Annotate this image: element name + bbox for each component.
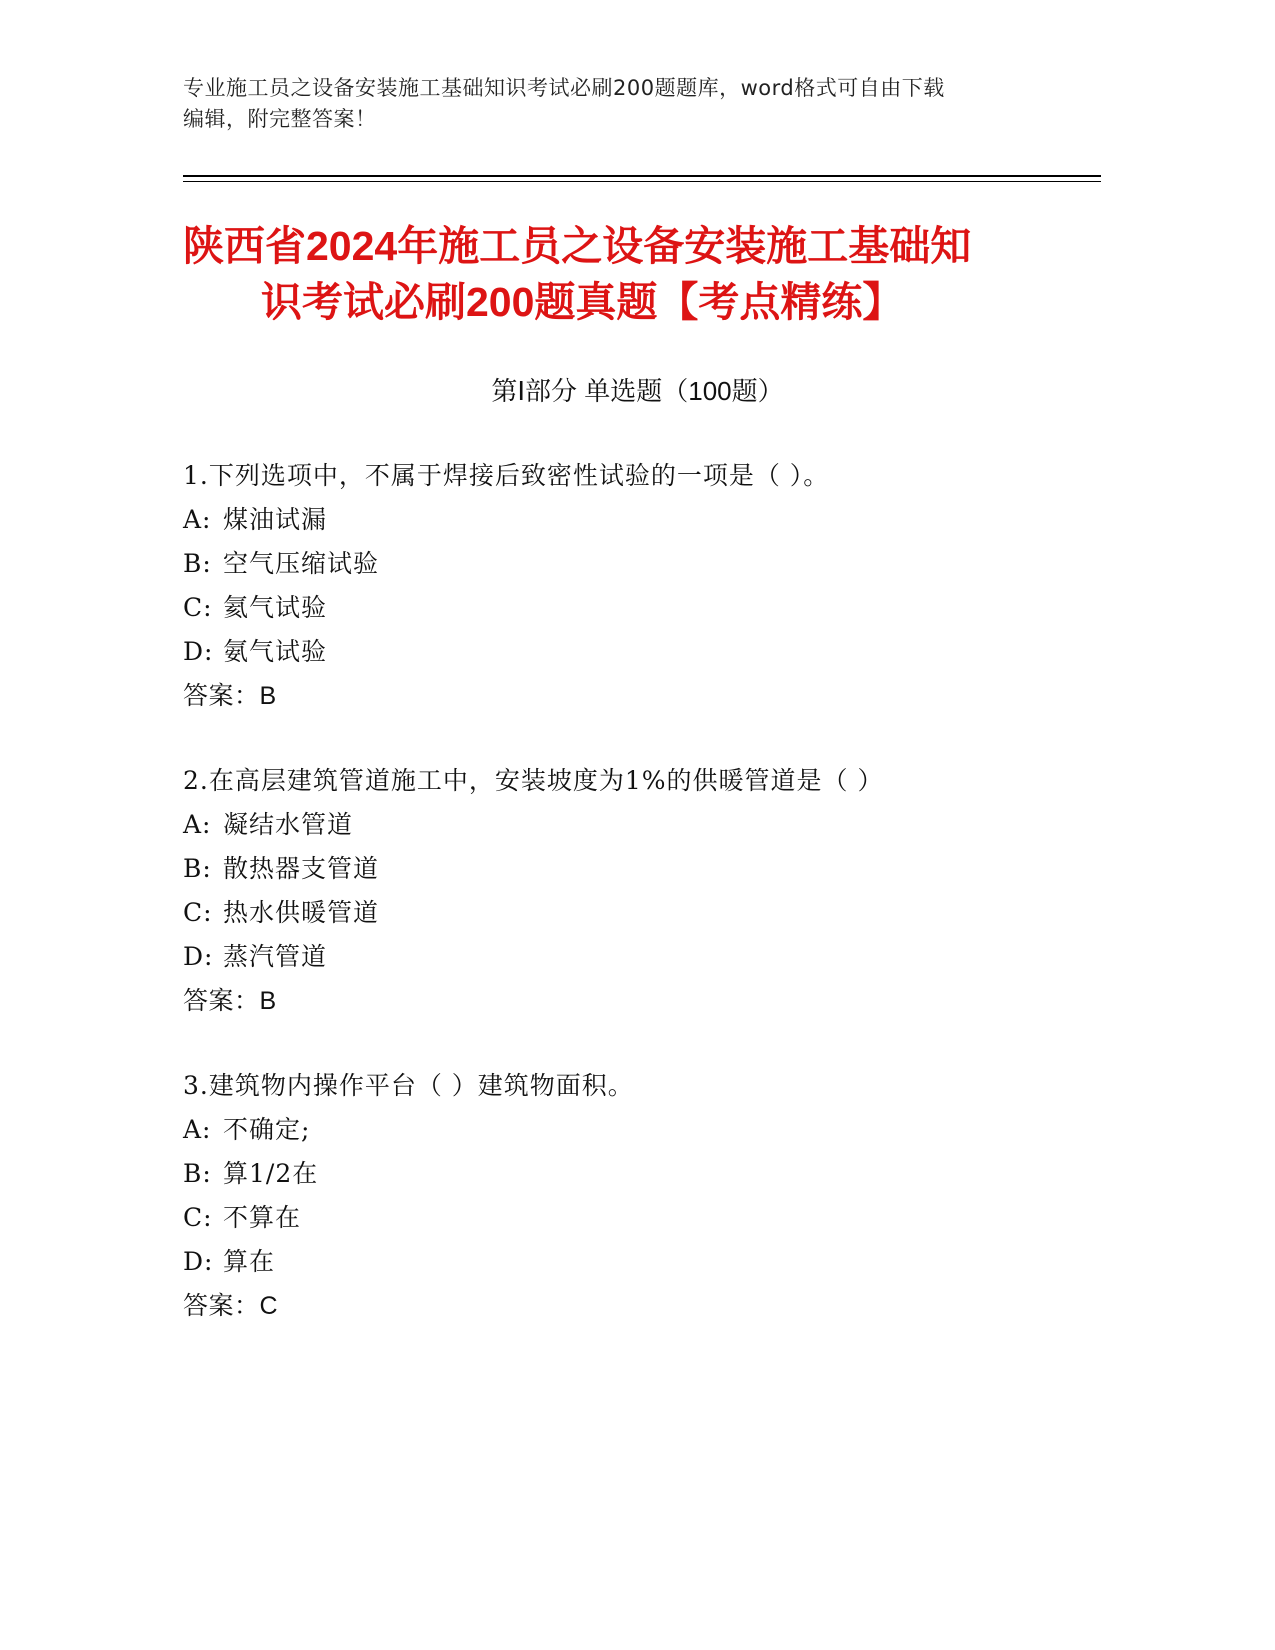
header-note: [183, 73, 1083, 135]
option-text: 氦气试验: [223, 593, 328, 622]
option-b: [183, 847, 1101, 891]
option-letter: A:: [183, 810, 212, 839]
answer-line: 答案：B: [183, 987, 277, 1015]
title-line-2: 识考试必刷200题真题【考点精练】: [261, 279, 904, 325]
option-letter: D:: [183, 942, 214, 971]
question-2: [183, 759, 1101, 1023]
option-text: 氨气试验: [223, 637, 328, 666]
answer-line: 答案：B: [183, 682, 277, 710]
option-b: [183, 1152, 1101, 1196]
option-text: 不算在: [223, 1203, 302, 1232]
option-a: [183, 498, 1101, 542]
option-letter: C:: [183, 898, 213, 927]
option-d: [183, 1240, 1101, 1284]
answer-line: 答案：C: [183, 1292, 279, 1320]
option-text: 算1/2在: [223, 1159, 319, 1188]
option-text: 不确定;: [223, 1115, 311, 1144]
question-stem: 1.下列选项中，不属于焊接后致密性试验的一项是（ ）。: [183, 461, 830, 490]
header-divider-thin: [183, 181, 1101, 182]
option-c: [183, 586, 1101, 630]
section-heading: 第Ⅰ部分 单选题（100题）: [491, 376, 784, 406]
option-a: [183, 1108, 1101, 1152]
option-text: 热水供暖管道: [223, 898, 380, 927]
option-b: [183, 542, 1101, 586]
option-text: 凝结水管道: [223, 810, 354, 839]
option-letter: A:: [183, 1115, 212, 1144]
option-text: 煤油试漏: [223, 505, 328, 534]
option-letter: A:: [183, 505, 212, 534]
title-line-1: 陕西省2024年施工员之设备安装施工基础知: [183, 223, 972, 269]
option-a: [183, 803, 1101, 847]
option-letter: D:: [183, 1247, 214, 1276]
option-d: [183, 630, 1101, 674]
option-c: [183, 1196, 1101, 1240]
option-text: 蒸汽管道: [223, 942, 328, 971]
option-letter: C:: [183, 1203, 213, 1232]
option-d: [183, 935, 1101, 979]
option-text: 算在: [223, 1247, 276, 1276]
option-letter: B:: [183, 1159, 212, 1188]
option-letter: B:: [183, 854, 212, 883]
option-letter: B:: [183, 549, 212, 578]
document-title: [183, 218, 1101, 330]
option-letter: D:: [183, 637, 214, 666]
question-1: [183, 454, 1101, 718]
question-3: [183, 1064, 1101, 1328]
option-letter: C:: [183, 593, 213, 622]
option-c: [183, 891, 1101, 935]
option-text: 空气压缩试验: [223, 549, 380, 578]
question-stem: 2.在高层建筑管道施工中，安装坡度为1%的供暖管道是（ ）: [183, 766, 884, 795]
question-stem: 3.建筑物内操作平台（ ）建筑物面积。: [183, 1071, 634, 1100]
header-divider-thick: [183, 175, 1101, 177]
option-text: 散热器支管道: [223, 854, 380, 883]
header-note-line-1: 专业施工员之设备安装施工基础知识考试必刷200题题库，word格式可自由下载: [183, 76, 945, 100]
header-note-line-2: 编辑，附完整答案！: [183, 107, 377, 131]
